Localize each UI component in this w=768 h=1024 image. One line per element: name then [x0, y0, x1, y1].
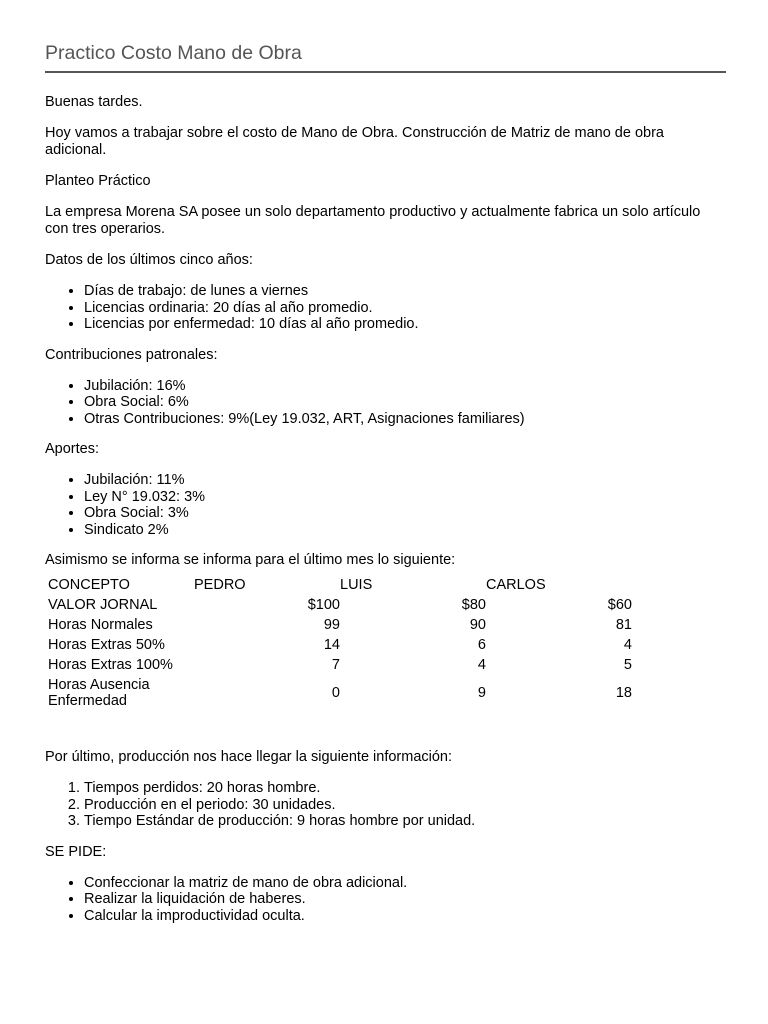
list-item: • Obra Social: 6%	[84, 394, 725, 411]
table-row	[45, 675, 632, 711]
table-cell: Horas Normales	[48, 616, 153, 633]
table-header-row	[45, 575, 632, 595]
list-item: • Realizar la liquidación de haberes.	[84, 891, 725, 908]
table-cell: 7	[331, 656, 340, 673]
produccion-list	[45, 780, 725, 830]
table-cell: 99	[323, 616, 340, 633]
list-item: • Licencias por enfermedad: 10 días al año promedio.	[84, 316, 725, 333]
table-cell: Horas Ausencia Enfermedad	[48, 677, 150, 709]
intro-paragraph: Hoy vamos a trabajar sobre el costo de Mano de Obra. Construcción de Matriz de mano de obra adicional.	[45, 125, 664, 158]
table-header: CARLOS	[486, 576, 546, 593]
list-item: 3. Tiempo Estándar de producción: 9 horas hombre por unidad.	[84, 813, 725, 830]
table-cell: 14	[323, 636, 340, 653]
table-cell: $100	[307, 596, 340, 613]
list-item: • Confeccionar la matriz de mano de obra adicional.	[84, 875, 725, 892]
list-item: • Días de trabajo: de lunes a viernes	[84, 283, 725, 300]
list-item: 2. Producción en el periodo: 30 unidades.	[84, 797, 725, 814]
title-divider	[45, 71, 726, 73]
document-body	[45, 94, 725, 938]
datos-heading: Datos de los últimos cinco años:	[45, 252, 253, 268]
table-cell: $60	[607, 596, 632, 613]
planteo-heading: Planteo Práctico	[45, 173, 151, 189]
table-cell: Horas Extras 100%	[48, 656, 173, 673]
datos-list	[45, 283, 725, 333]
table-cell: 4	[477, 656, 486, 673]
table-header: CONCEPTO	[48, 576, 130, 593]
table-row	[45, 615, 632, 635]
table-cell: 81	[615, 616, 632, 633]
produccion-heading: Por último, producción nos hace llegar la siguiente información:	[45, 749, 453, 765]
table-cell: 6	[477, 636, 486, 653]
list-item: • Otras Contribuciones: 9%(Ley 19.032, ART, Asignaciones familiares)	[84, 411, 725, 428]
table-cell: Horas Extras 50%	[48, 636, 165, 653]
table-cell: 5	[623, 656, 632, 673]
table-row	[45, 635, 632, 655]
operarios-table	[45, 575, 632, 711]
table-cell: 4	[623, 636, 632, 653]
contribuciones-heading: Contribuciones patronales:	[45, 346, 218, 363]
planteo-paragraph: La empresa Morena SA posee un solo departamento productivo y actualmente fabrica un solo artículo con tres operarios.	[45, 204, 701, 237]
list-item: • Licencias ordinaria: 20 días al año promedio.	[84, 300, 725, 317]
table-header: PEDRO	[194, 576, 246, 593]
table-cell: 18	[615, 684, 632, 701]
table-row	[45, 655, 632, 675]
table-row	[45, 595, 632, 615]
ultimo-mes-heading: Asimismo se informa se informa para el último mes lo siguiente:	[45, 552, 456, 568]
table-cell: 9	[477, 684, 486, 701]
table-cell: 90	[469, 616, 486, 633]
table-cell: 0	[331, 684, 340, 701]
se-pide-heading: SE PIDE:	[45, 843, 107, 860]
aportes-heading: Aportes:	[45, 441, 99, 457]
list-item: • Sindicato 2%	[84, 522, 725, 539]
list-item: • Ley N° 19.032: 3%	[84, 489, 725, 506]
list-item: • Jubilación: 16%	[84, 378, 725, 395]
page-title: Practico Costo Mano de Obra	[45, 42, 302, 64]
table-cell: VALOR JORNAL	[48, 596, 158, 613]
aportes-list	[45, 472, 725, 538]
spacer	[45, 711, 725, 749]
table-header: LUIS	[340, 576, 373, 593]
list-item: • Jubilación: 11%	[84, 472, 725, 489]
table-cell: $80	[461, 596, 486, 613]
list-item: • Calcular la improductividad oculta.	[84, 908, 725, 925]
contribuciones-list	[45, 378, 725, 428]
list-item: • Obra Social: 3%	[84, 505, 725, 522]
list-item: 1. Tiempos perdidos: 20 horas hombre.	[84, 780, 725, 797]
se-pide-list	[45, 875, 725, 925]
greeting: Buenas tardes.	[45, 94, 143, 110]
